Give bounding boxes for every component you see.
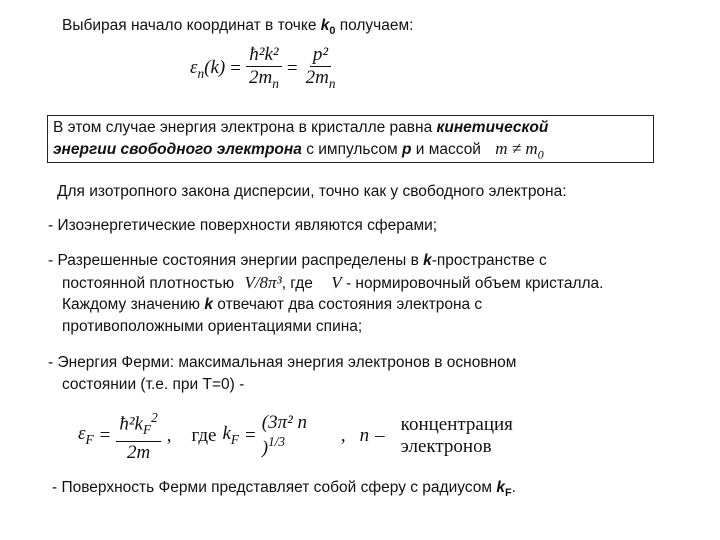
box-l2-bold: энергии свободного электрона bbox=[53, 141, 302, 158]
fs-k: k bbox=[496, 479, 505, 496]
mass-sub: 0 bbox=[537, 147, 544, 162]
f2-exp: 1/3 bbox=[268, 433, 286, 449]
b2-l2-V: V bbox=[331, 273, 342, 292]
formula-fermi-energy bbox=[78, 407, 608, 464]
f2-num-sub: F bbox=[142, 422, 152, 438]
bullet2-line4: противоположными ориентациями спина; bbox=[62, 318, 363, 335]
f1-den1-sub: n bbox=[272, 75, 279, 91]
f1-den2-sub: n bbox=[328, 75, 336, 91]
formula-energy bbox=[190, 44, 338, 95]
f2-n: n bbox=[359, 424, 370, 446]
f1-num2: p² bbox=[310, 44, 331, 67]
bullet2-line2 bbox=[62, 272, 603, 294]
b2-l2-mid: , где bbox=[281, 275, 313, 292]
box-l2-tail: и массой bbox=[411, 141, 481, 158]
bullet3-line1: - Энергия Ферми: максимальная энергия электронов в основном bbox=[48, 354, 517, 371]
bullet-spheres: - Изоэнергетические поверхности являются сферами; bbox=[48, 217, 438, 234]
f1-eps: ε bbox=[190, 57, 198, 78]
density-expression: V/8π³ bbox=[244, 273, 282, 292]
b2-l3-k: k bbox=[204, 296, 213, 313]
f2-eps-group bbox=[78, 423, 94, 448]
b2-l1-post: -пространстве с bbox=[431, 252, 547, 269]
f2-eq1: = bbox=[99, 424, 111, 446]
f2-dash: – bbox=[375, 424, 385, 446]
f1-arg: (k) bbox=[204, 57, 226, 78]
f1-eps-sub: n bbox=[197, 65, 205, 81]
b2-l1-k: k bbox=[423, 252, 432, 269]
f1-num1: ħ²k² bbox=[246, 44, 281, 67]
fermi-surface-statement bbox=[52, 477, 516, 504]
f2-paren: (3π² n ) bbox=[261, 411, 308, 459]
isotropic-statement: Для изотропного закона дисперсии, точно как у свободного электрона: bbox=[57, 183, 567, 200]
fs-text: - Поверхность Ферми представляет собой сферу с радиусом bbox=[52, 479, 497, 496]
box-l1-bold: кинетической bbox=[436, 119, 549, 136]
b2-l3-pre: Каждому значению bbox=[62, 296, 205, 313]
bullet2-line3 bbox=[62, 294, 482, 315]
b2-l2-tail: - нормировочный объем кристалла. bbox=[341, 275, 604, 292]
fs-sub: F bbox=[504, 487, 512, 500]
bullet3-line2: состоянии (т.е. при T=0) - bbox=[62, 376, 245, 393]
f2-eq: = bbox=[245, 424, 256, 446]
f2-concentration: концентрация электронов bbox=[400, 413, 513, 457]
mass-expr: m ≠ m bbox=[495, 139, 538, 158]
box-l1-plain: В этом случае энергия электрона в кристалле равна bbox=[53, 119, 437, 136]
box-l2-mid: с импульсом bbox=[301, 141, 402, 158]
heading-k: k bbox=[320, 17, 330, 34]
f1-den2: 2m bbox=[305, 67, 329, 88]
box-line-1 bbox=[53, 117, 548, 138]
f1-eq1: = bbox=[230, 58, 241, 80]
bullet2-line1 bbox=[48, 250, 547, 271]
box-line-2 bbox=[53, 138, 544, 165]
f2-comma2: , bbox=[340, 424, 346, 446]
b2-l2-pre: постоянной плотностью bbox=[62, 275, 235, 292]
box-l2-p: p bbox=[402, 141, 412, 158]
f2-kF-sub: F bbox=[230, 431, 240, 447]
fs-tail: . bbox=[511, 479, 516, 496]
f2-kF: k bbox=[222, 423, 231, 445]
heading-text: Выбирая начало координат в точке bbox=[62, 17, 321, 34]
f2-num: ħ²k bbox=[119, 413, 143, 435]
heading-k-sub: 0 bbox=[329, 25, 336, 38]
f2-eps: ε bbox=[78, 423, 86, 445]
formula1-lhs bbox=[190, 57, 225, 82]
b2-l1-pre: - Разрешенные состояния энергии распределены в bbox=[48, 252, 424, 269]
f2-eps-sub: F bbox=[85, 431, 94, 447]
f1-eq2: = bbox=[286, 58, 298, 80]
mass-expression bbox=[495, 139, 544, 162]
heading bbox=[62, 15, 413, 42]
f1-den1: 2m bbox=[248, 67, 273, 88]
f1-frac2 bbox=[303, 44, 339, 95]
f2-num-sup: 2 bbox=[151, 410, 158, 425]
b2-l3-post: отвечают два состояния электрона с bbox=[213, 296, 483, 313]
f2-gde: где bbox=[191, 424, 217, 446]
f2-den: 2m bbox=[126, 442, 151, 464]
heading-tail: получаем: bbox=[335, 17, 414, 34]
f1-frac1 bbox=[246, 44, 282, 95]
f2-frac bbox=[116, 407, 160, 464]
f2-comma1: , bbox=[166, 424, 172, 446]
